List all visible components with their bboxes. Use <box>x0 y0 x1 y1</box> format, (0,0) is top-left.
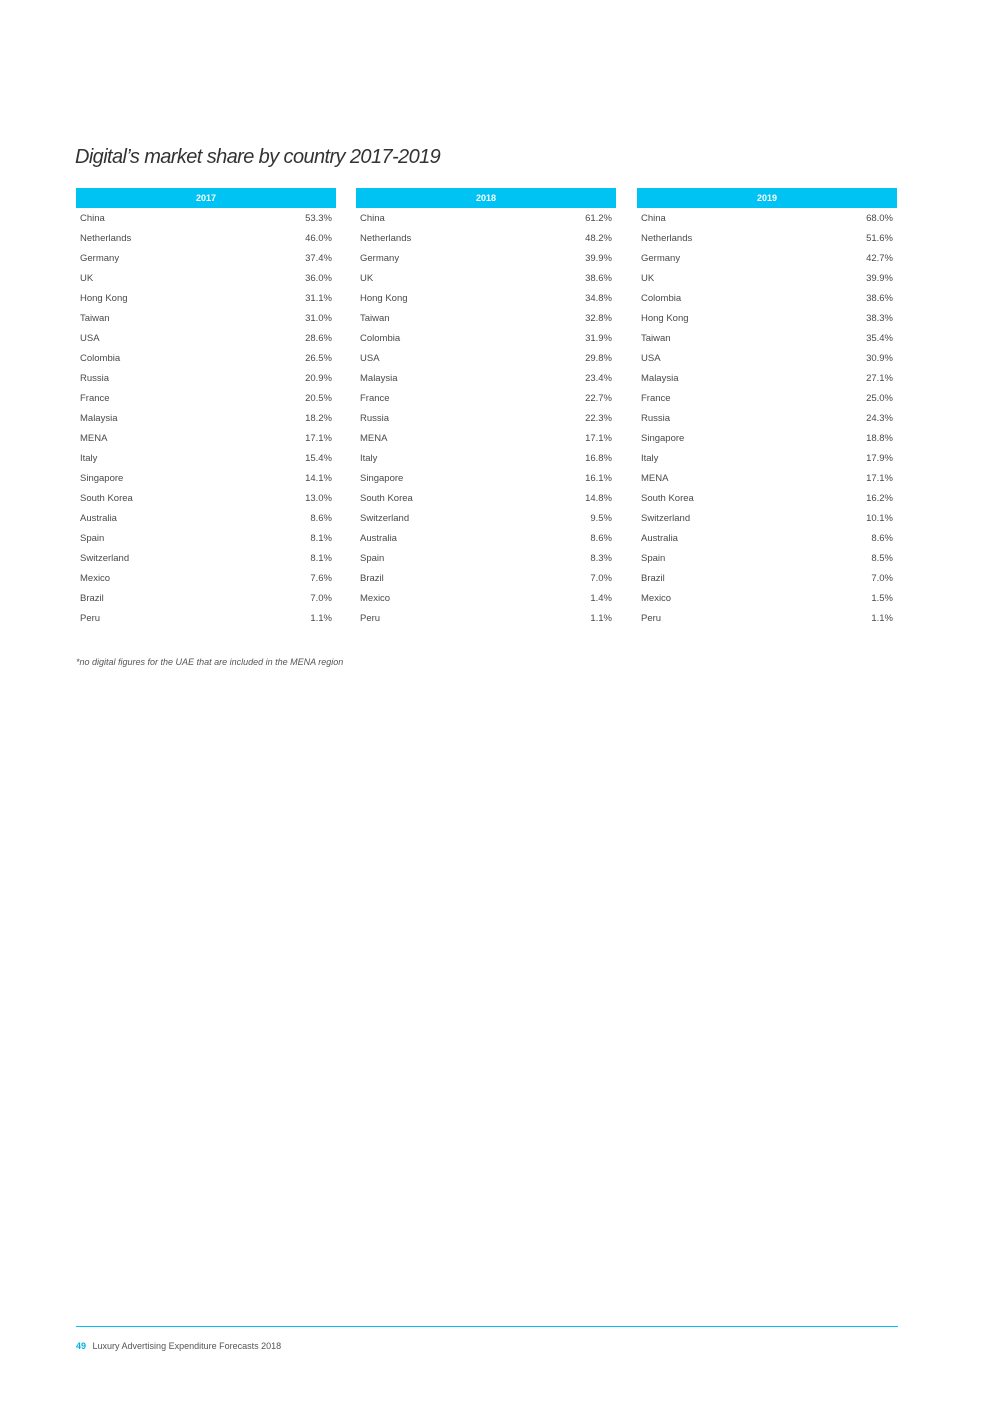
share-cell: 23.4% <box>585 372 612 384</box>
share-cell: 17.1% <box>866 472 893 484</box>
country-cell: Mexico <box>360 592 391 604</box>
share-cell: 8.5% <box>871 552 893 564</box>
country-cell: Singapore <box>641 432 685 444</box>
share-cell: 8.6% <box>590 532 612 544</box>
country-cell: Australia <box>360 532 397 544</box>
table-row <box>76 248 336 268</box>
table-row <box>76 588 336 608</box>
table-row <box>356 208 616 228</box>
table-2017 <box>76 188 336 628</box>
share-cell: 31.0% <box>305 312 332 324</box>
country-cell: Taiwan <box>80 312 110 324</box>
table-row <box>637 368 897 388</box>
share-cell: 16.8% <box>585 452 612 464</box>
share-cell: 8.1% <box>310 532 332 544</box>
share-cell: 35.4% <box>866 332 893 344</box>
table-row <box>356 608 616 628</box>
footnote: *no digital figures for the UAE that are included in the MENA region <box>76 657 344 667</box>
country-cell: Italy <box>641 452 659 464</box>
share-cell: 61.2% <box>585 212 612 224</box>
table-body <box>356 208 616 628</box>
country-cell: China <box>641 212 666 224</box>
country-cell: France <box>641 392 671 404</box>
page-number: 49 <box>76 1341 87 1351</box>
table-row <box>356 228 616 248</box>
table-row <box>76 548 336 568</box>
table-2019 <box>637 188 897 628</box>
share-cell: 24.3% <box>866 412 893 424</box>
country-cell: Colombia <box>641 292 682 304</box>
page-footer <box>76 1341 281 1351</box>
share-cell: 16.1% <box>585 472 612 484</box>
table-row <box>637 308 897 328</box>
footer-divider <box>76 1326 898 1327</box>
share-cell: 14.8% <box>585 492 612 504</box>
share-cell: 68.0% <box>866 212 893 224</box>
share-cell: 39.9% <box>585 252 612 264</box>
table-row <box>637 208 897 228</box>
share-cell: 7.0% <box>310 592 332 604</box>
country-cell: USA <box>80 332 100 344</box>
table-row <box>637 388 897 408</box>
country-cell: Malaysia <box>641 372 679 384</box>
table-row <box>637 508 897 528</box>
table-row <box>637 288 897 308</box>
table-row <box>637 348 897 368</box>
country-cell: Colombia <box>360 332 401 344</box>
country-cell: Germany <box>360 252 400 264</box>
share-cell: 22.3% <box>585 412 612 424</box>
country-cell: Russia <box>80 372 110 384</box>
table-row <box>356 368 616 388</box>
publication-title: Luxury Advertising Expenditure Forecasts 2018 <box>92 1341 282 1351</box>
country-cell: Australia <box>641 532 678 544</box>
share-cell: 38.6% <box>585 272 612 284</box>
share-cell: 53.3% <box>305 212 332 224</box>
share-cell: 25.0% <box>866 392 893 404</box>
country-cell: MENA <box>641 472 669 484</box>
table-row <box>76 208 336 228</box>
table-row <box>637 268 897 288</box>
country-cell: UK <box>641 272 655 284</box>
table-row <box>76 268 336 288</box>
table-row <box>356 548 616 568</box>
table-row <box>356 568 616 588</box>
share-cell: 1.1% <box>590 612 612 624</box>
table-row <box>637 328 897 348</box>
table-row <box>76 228 336 248</box>
share-cell: 20.5% <box>305 392 332 404</box>
country-cell: UK <box>360 272 374 284</box>
share-cell: 17.9% <box>866 452 893 464</box>
country-cell: Peru <box>80 612 101 624</box>
table-row <box>356 248 616 268</box>
share-cell: 32.8% <box>585 312 612 324</box>
year-header: 2018 <box>356 188 616 208</box>
table-row <box>356 588 616 608</box>
country-cell: Mexico <box>641 592 672 604</box>
country-cell: Russia <box>641 412 671 424</box>
table-row <box>76 408 336 428</box>
share-cell: 22.7% <box>585 392 612 404</box>
table-row <box>637 488 897 508</box>
country-cell: MENA <box>80 432 108 444</box>
year-header: 2019 <box>637 188 897 208</box>
share-cell: 38.3% <box>866 312 893 324</box>
table-row <box>76 368 336 388</box>
share-cell: 1.1% <box>871 612 893 624</box>
table-row <box>637 468 897 488</box>
table-row <box>356 528 616 548</box>
country-cell: Malaysia <box>360 372 398 384</box>
country-cell: Netherlands <box>80 232 132 244</box>
country-cell: Germany <box>80 252 120 264</box>
share-cell: 26.5% <box>305 352 332 364</box>
country-cell: Switzerland <box>641 512 691 524</box>
country-cell: South Korea <box>80 492 133 504</box>
table-row <box>637 528 897 548</box>
country-cell: China <box>80 212 105 224</box>
share-cell: 8.6% <box>871 532 893 544</box>
table-row <box>76 488 336 508</box>
share-cell: 7.6% <box>310 572 332 584</box>
country-cell: Spain <box>80 532 105 544</box>
table-row <box>76 448 336 468</box>
country-cell: Hong Kong <box>360 292 408 304</box>
table-body <box>637 208 897 628</box>
share-cell: 46.0% <box>305 232 332 244</box>
share-cell: 20.9% <box>305 372 332 384</box>
table-row <box>637 588 897 608</box>
share-cell: 39.9% <box>866 272 893 284</box>
table-2018 <box>356 188 616 628</box>
country-cell: Hong Kong <box>641 312 689 324</box>
country-cell: South Korea <box>641 492 694 504</box>
share-cell: 18.8% <box>866 432 893 444</box>
share-cell: 36.0% <box>305 272 332 284</box>
country-cell: UK <box>80 272 94 284</box>
table-row <box>637 408 897 428</box>
share-cell: 8.6% <box>310 512 332 524</box>
country-cell: USA <box>641 352 661 364</box>
table-row <box>76 308 336 328</box>
share-cell: 15.4% <box>305 452 332 464</box>
table-row <box>356 348 616 368</box>
country-cell: Brazil <box>360 572 384 584</box>
share-cell: 1.5% <box>871 592 893 604</box>
table-row <box>76 468 336 488</box>
share-cell: 37.4% <box>305 252 332 264</box>
share-cell: 16.2% <box>866 492 893 504</box>
country-cell: South Korea <box>360 492 413 504</box>
share-cell: 14.1% <box>305 472 332 484</box>
table-header-row <box>76 188 336 208</box>
country-cell: Italy <box>80 452 98 464</box>
country-cell: China <box>360 212 385 224</box>
table-row <box>356 308 616 328</box>
table-row <box>76 568 336 588</box>
share-cell: 34.8% <box>585 292 612 304</box>
table-row <box>356 268 616 288</box>
country-cell: Netherlands <box>641 232 693 244</box>
table-row <box>76 508 336 528</box>
table-row <box>637 228 897 248</box>
country-cell: Taiwan <box>641 332 671 344</box>
share-cell: 7.0% <box>590 572 612 584</box>
table-row <box>356 388 616 408</box>
country-cell: Germany <box>641 252 681 264</box>
country-cell: Malaysia <box>80 412 118 424</box>
share-cell: 27.1% <box>866 372 893 384</box>
country-cell: Spain <box>641 552 666 564</box>
table-header-row <box>356 188 616 208</box>
share-cell: 8.1% <box>310 552 332 564</box>
table-row <box>76 608 336 628</box>
country-cell: Singapore <box>80 472 124 484</box>
table-row <box>356 328 616 348</box>
table-row <box>637 428 897 448</box>
country-cell: France <box>360 392 390 404</box>
share-cell: 9.5% <box>590 512 612 524</box>
share-cell: 31.9% <box>585 332 612 344</box>
share-cell: 29.8% <box>585 352 612 364</box>
country-cell: USA <box>360 352 380 364</box>
table-row <box>76 428 336 448</box>
share-cell: 8.3% <box>590 552 612 564</box>
country-cell: Mexico <box>80 572 111 584</box>
share-cell: 13.0% <box>305 492 332 504</box>
table-row <box>356 288 616 308</box>
country-cell: Peru <box>641 612 662 624</box>
table-row <box>637 448 897 468</box>
table-row <box>76 288 336 308</box>
country-cell: Hong Kong <box>80 292 128 304</box>
table-body <box>76 208 336 628</box>
table-row <box>637 548 897 568</box>
country-cell: Switzerland <box>80 552 130 564</box>
table-row <box>356 448 616 468</box>
year-header: 2017 <box>76 188 336 208</box>
country-cell: Italy <box>360 452 378 464</box>
table-row <box>637 248 897 268</box>
table-row <box>356 508 616 528</box>
country-cell: Russia <box>360 412 390 424</box>
country-cell: Spain <box>360 552 385 564</box>
country-cell: Netherlands <box>360 232 412 244</box>
country-cell: Taiwan <box>360 312 390 324</box>
share-cell: 17.1% <box>305 432 332 444</box>
share-cell: 18.2% <box>305 412 332 424</box>
country-cell: Brazil <box>80 592 104 604</box>
table-row <box>356 488 616 508</box>
country-cell: Singapore <box>360 472 404 484</box>
share-cell: 42.7% <box>866 252 893 264</box>
share-cell: 48.2% <box>585 232 612 244</box>
country-cell: France <box>80 392 110 404</box>
share-cell: 31.1% <box>305 292 332 304</box>
table-row <box>76 348 336 368</box>
share-cell: 1.1% <box>310 612 332 624</box>
share-cell: 38.6% <box>866 292 893 304</box>
share-cell: 10.1% <box>866 512 893 524</box>
country-cell: Switzerland <box>360 512 410 524</box>
share-cell: 17.1% <box>585 432 612 444</box>
table-row <box>356 468 616 488</box>
table-row <box>76 328 336 348</box>
country-cell: Brazil <box>641 572 665 584</box>
country-cell: Colombia <box>80 352 121 364</box>
country-cell: Australia <box>80 512 117 524</box>
share-cell: 1.4% <box>590 592 612 604</box>
share-cell: 51.6% <box>866 232 893 244</box>
page-title: Digital’s market share by country 2017-2019 <box>75 146 441 168</box>
table-row <box>356 408 616 428</box>
table-row <box>637 568 897 588</box>
table-row <box>637 608 897 628</box>
table-row <box>76 388 336 408</box>
share-cell: 30.9% <box>866 352 893 364</box>
table-row <box>356 428 616 448</box>
country-cell: Peru <box>360 612 381 624</box>
table-header-row <box>637 188 897 208</box>
table-row <box>76 528 336 548</box>
country-cell: MENA <box>360 432 388 444</box>
share-cell: 7.0% <box>871 572 893 584</box>
share-cell: 28.6% <box>305 332 332 344</box>
